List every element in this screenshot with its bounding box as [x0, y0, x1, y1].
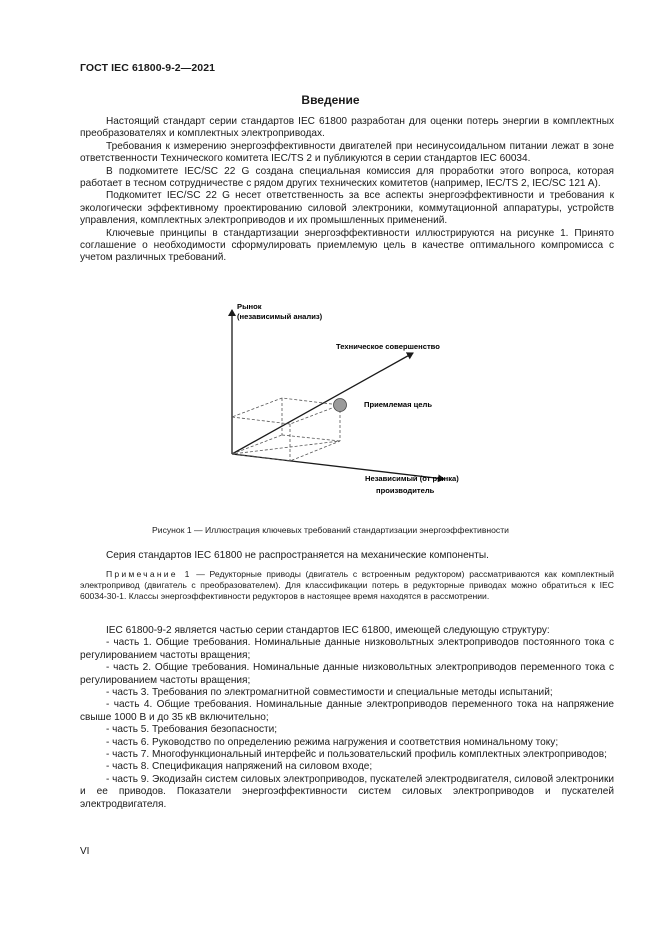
- list-item: - часть 4. Общие требования. Номинальные данные электроприводов переменного тока на напряжение свыше 1000 В и до 35 кВ включительно;: [80, 699, 614, 723]
- list-item: - часть 5. Требования безопасности;: [106, 724, 278, 736]
- target-box: [232, 398, 340, 461]
- label-market-sub: (независимый анализ): [237, 312, 323, 321]
- figure-diagram: [80, 297, 614, 512]
- list-item: - часть 3. Требования по электромагнитной совместимости и специальные методы испытаний;: [106, 687, 553, 699]
- list-item: - часть 2. Общие требования. Номинальные данные низковольтных электроприводов переменного тока с регулированием частоты вращения;: [80, 662, 614, 686]
- label-producer: Независимый (от рынка): [365, 474, 459, 483]
- document-header: ГОСТ IEC 61800-9-2—2021: [80, 62, 216, 74]
- label-technical: Техническое совершенство: [336, 342, 440, 351]
- label-producer-sub: производитель: [376, 486, 435, 495]
- section-title: Введение: [301, 93, 360, 107]
- target-point: [334, 399, 347, 412]
- paragraph: Требования к измерению энергоэффективности двигателей при несинусоидальном питании лежат в зоне ответственности Технического комитета IEC/TS 2 и публикуются в серии стандартов IEC 60034.: [80, 140, 614, 165]
- paragraph: Настоящий стандарт серии стандартов IEC 61800 разработан для оценки потерь энергии в комплектных преобразователях и комплектных электроприводах.: [80, 116, 614, 140]
- paragraph: Подкомитет IEC/SC 22 G несет ответственность за все аспекты энергоэффективности и требования к экологически эффективному проектированию силовой электроники, коммутационной аппаратуры, устройств управления, комплектных электроприводов и их промышленных применений.: [80, 190, 614, 227]
- paragraph: Серия стандартов IEC 61800 не распространяется на механические компоненты.: [106, 550, 489, 561]
- label-market: Рынок: [237, 302, 262, 311]
- list-item: - часть 1. Общие требования. Номинальные данные низковольтных электроприводов постоянного тока с регулированием частоты вращения;: [80, 637, 614, 661]
- series-structure: [80, 625, 614, 811]
- figure-1: [80, 297, 614, 512]
- note-prefix: Примечание 1: [106, 569, 192, 579]
- list-item: - часть 7. Многофункциональный интерфейс и пользовательский профиль комплектных электроприводов;: [106, 749, 607, 761]
- list-item: - часть 6. Руководство по определению режима нагружения и соответствия номинальному току;: [106, 736, 559, 748]
- after-figure-text: [80, 550, 614, 562]
- paragraph: В подкомитете IEC/SC 22 G создана специальная комиссия для проработки этого вопроса, которая работает в тесном сотрудничестве с рядом других технических комитетов (например, IEC/TS 2, IEC/SC 121 A).: [80, 165, 614, 190]
- paragraph: Ключевые принципы в стандартизации энергоэффективности иллюстрируются на рисунке 1. Принято соглашение о необходимости сформулировать приемлемую цель в качестве оптимального компромисса с учетом различных требований.: [80, 227, 614, 264]
- note-1: [80, 569, 614, 601]
- list-item: - часть 9. Экодизайн систем силовых электроприводов, пускателей электродвигателя, силовой электроники и ее приводов. Показатели энергоэффективности систем силовых электроприводов и пускателей электродвигателя.: [80, 773, 614, 810]
- paragraph: IEC 61800-9-2 является частью серии стандартов IEC 61800, имеющей следующую структуру:: [106, 625, 550, 636]
- note-text: — Редукторные приводы (двигатель с встроенным редуктором) рассматриваются как комплектный электропривод (двигатель с преобразователем). Для классификации потерь в редукторные приводах можно обратиться к IEC 60034-30-1. Классы энергоэффективности редукторов в настоящее время находятся в рассмотрении.: [80, 569, 615, 601]
- list-item: - часть 8. Спецификация напряжений на силовом входе;: [106, 761, 373, 773]
- page-number: VI: [80, 846, 90, 857]
- label-target: Приемлемая цель: [364, 400, 433, 409]
- intro-text: [80, 116, 614, 265]
- figure-caption: Рисунок 1 — Иллюстрация ключевых требований стандартизации энергоэффективности: [152, 525, 509, 535]
